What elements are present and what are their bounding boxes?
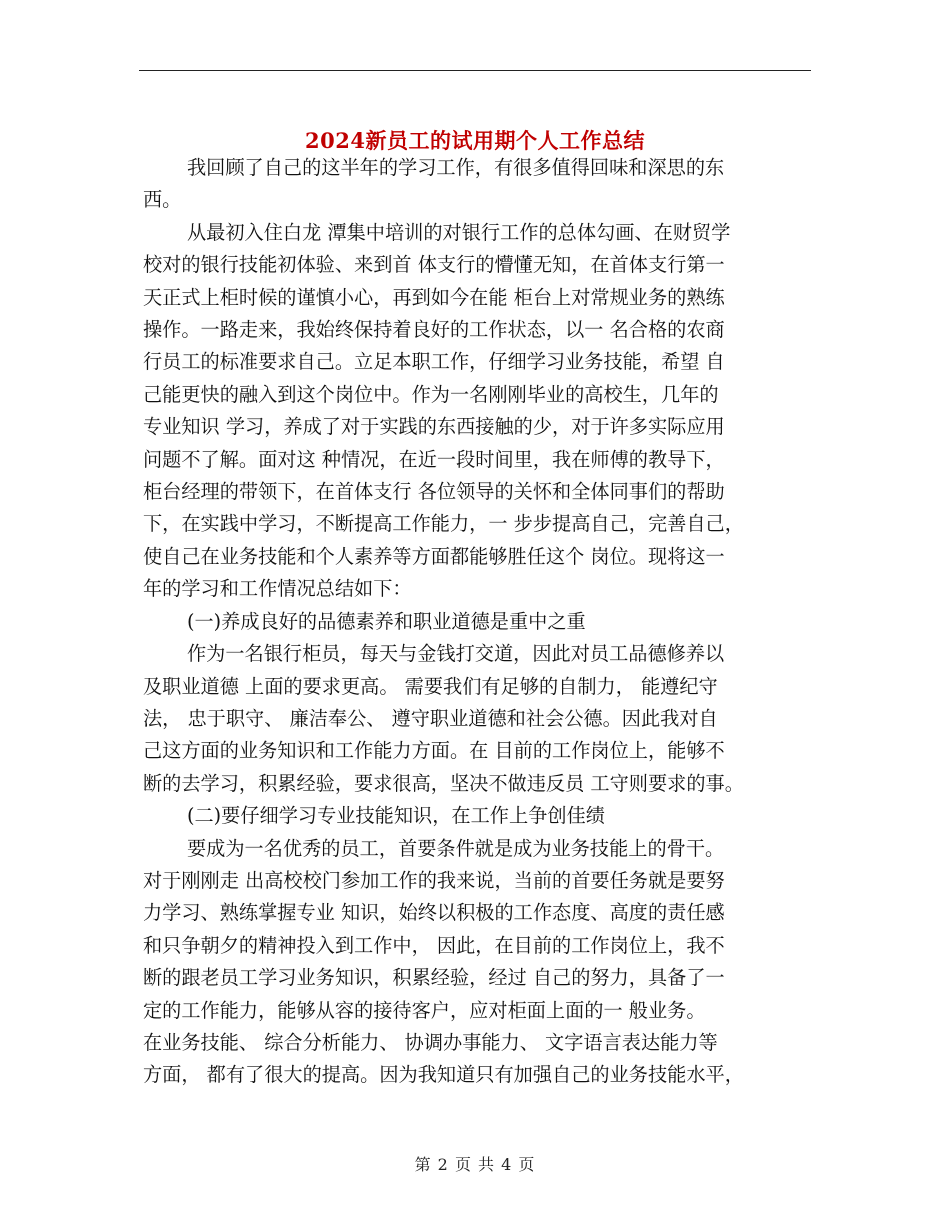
- page-footer: 第 2 页 共 4 页: [414, 1155, 536, 1174]
- text-line: 作为一名银行柜员，每天与金钱打交道，因此对员工品德修养以: [187, 642, 725, 666]
- text-line: (一)养成良好的品德素养和职业道德是重中之重: [187, 609, 586, 633]
- text-line: 操作。一路走来，我始终保持着良好的工作状态，以一 名合格的农商: [143, 318, 725, 342]
- text-line: 使自己在业务技能和个人素养等方面都能够胜任这个 岗位。现将这一: [143, 544, 725, 568]
- text-line: 法， 忠于职守、 廉洁奉公、 遵守职业道德和社会公德。因此我对自: [143, 706, 718, 730]
- text-line: 断的跟老员工学习业务知识，积累经验，经过 自己的努力，具备了一: [143, 966, 725, 990]
- text-line: 定的工作能力，能够从容的接待客户，应对柜面上面的一 般业务。: [143, 998, 706, 1022]
- text-line: 方面， 都有了很大的提高。因为我知道只有加强自己的业务技能水平，: [143, 1063, 744, 1087]
- text-line: 断的去学习，积累经验，要求很高，坚决不做违反员 工守则要求的事。: [143, 771, 744, 795]
- text-line: 年的学习和工作情况总结如下：: [143, 577, 412, 601]
- document-body: [143, 152, 811, 1092]
- text-line: 西。: [143, 188, 182, 212]
- text-line: 在业务技能、 综合分析能力、 协调办事能力、 文字语言表达能力等: [143, 1030, 718, 1054]
- text-line: 力学习、熟练掌握专业 知识，始终以积极的工作态度、高度的责任感: [143, 901, 725, 925]
- text-line: 柜台经理的带领下，在首体支行 各位领导的关怀和全体同事们的帮助: [143, 480, 725, 504]
- text-line: 天正式上柜时候的谨慎小心，再到如今在能 柜台上对常规业务的熟练: [143, 285, 725, 309]
- text-line: 及职业道德 上面的要求更高。 需要我们有足够的自制力， 能遵纪守: [143, 674, 718, 698]
- text-line: 和只争朝夕的精神投入到工作中， 因此，在目前的工作岗位上，我不: [143, 933, 725, 957]
- document-title: 2024新员工的试用期个人工作总结: [305, 128, 645, 154]
- text-line: 要成为一名优秀的员工，首要条件就是成为业务技能上的骨干。: [187, 836, 725, 860]
- text-line: 校对的银行技能初体验、来到首 体支行的懵懂无知，在首体支行第一: [143, 253, 725, 277]
- text-line: 问题不了解。面对这 种情况，在近一段时间里，我在师傅的教导下，: [143, 447, 725, 471]
- header-rule: [139, 70, 811, 71]
- text-line: 行员工的标准要求自己。立足本职工作，仔细学习业务技能，希望 自: [143, 350, 725, 374]
- text-line: 己能更快的融入到这个岗位中。作为一名刚刚毕业的高校生，几年的: [143, 382, 719, 406]
- text-line: 专业知识 学习，养成了对于实践的东西接触的少，对于许多实际应用: [143, 415, 725, 439]
- text-line: 从最初入住白龙 潭集中培训的对银行工作的总体勾画、在财贸学: [187, 220, 731, 244]
- text-line: 下，在实践中学习，不断提高工作能力，一 步步提高自己，完善自己，: [143, 512, 744, 536]
- text-line: (二)要仔细学习专业技能知识，在工作上争创佳绩: [187, 804, 605, 828]
- text-line: 对于刚刚走 出高校校门参加工作的我来说，当前的首要任务就是要努: [143, 868, 725, 892]
- text-line: 我回顾了自己的这半年的学习工作，有很多值得回味和深思的东: [187, 156, 725, 179]
- text-line: 己这方面的业务知识和工作能力方面。在 目前的工作岗位上，能够不: [143, 739, 725, 763]
